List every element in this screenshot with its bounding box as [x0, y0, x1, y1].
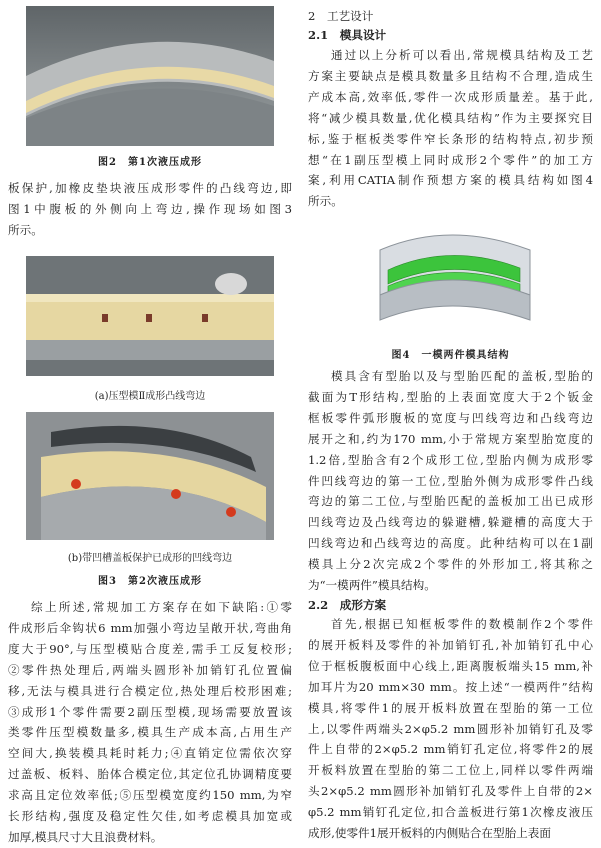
text-line: 首先,根据已知框板零件的数模制作2个零件 — [331, 617, 593, 631]
text-line: 成形,使零件1展开板料的内侧贴合在型胎上表面 — [308, 826, 551, 841]
text-line: 位于框板腹板面中心线上,距离腹板端头15 mm,补 — [308, 658, 593, 673]
right-paragraph-1 — [308, 45, 593, 212]
text-line: 所示。 — [8, 222, 43, 237]
text-line: 综上所述,常规加工方案存在如下缺陷:①零 — [31, 600, 292, 614]
text-line: 图1中腹板的外侧向上弯边,操作现场如图3 — [8, 201, 292, 216]
text-line: 空间大,换装模具耗时耗力;④直销定位需依次穿 — [8, 746, 292, 761]
text-line: 想“在1副压型模上同时成形2个零件”的加工方 — [308, 152, 593, 167]
text-line: 加耳片为20 mm×30 mm。按上述“一模两件”结构 — [308, 679, 593, 694]
text-line: 产成本高,效率低,零件一次成形质量差。基于此, — [308, 89, 593, 104]
text-line: φ5.2 mm销钉孔定位,扣合盖板进行第1次橡皮液压 — [308, 805, 593, 820]
text-line: 的展开板料及零件的补加销钉孔,补加销钉孔中心 — [308, 637, 593, 652]
section-heading-2-1: 2.1 模具设计 — [308, 28, 387, 42]
figure-2-photo — [26, 6, 274, 146]
text-line: 弯边的第二工位,与型胎匹配的盖板加工出已成形 — [308, 494, 593, 509]
text-line: 标,鉴于框板类零件窄长条形的结构特点,初步预 — [308, 131, 593, 146]
text-line: 过盖板、板料、胎体合模定位,其定位孔协调精度要 — [8, 767, 292, 782]
text-line: 移,无法与模具进行合模定位,热处理后校形困难; — [8, 683, 292, 698]
text-line: 加厚,模具尺寸大且浪费材料。 — [8, 829, 163, 844]
text-line: 展开之和,约为170 mm,小于常规方案型胎宽度的 — [308, 431, 593, 446]
text-line: 将“减少模具数量,优化模具结构”作为主要探究目 — [308, 110, 593, 125]
right-paragraph-2 — [308, 366, 593, 596]
right-paragraph-3 — [308, 614, 593, 844]
text-line: 模具上分2次完成2个零件的外形加工,将其称之 — [308, 557, 593, 572]
text-line: 上,以零件两端头2×φ5.2 mm圆形补加销钉孔及零 — [308, 721, 593, 736]
text-line: 凹线弯边和凸线弯边的高度。此种结构可以在1副 — [308, 536, 593, 551]
text-line: 凹线弯边及凸线弯边的躲避槽,躲避槽的高度大于 — [308, 515, 593, 530]
figure-3a-photo — [26, 256, 274, 376]
text-line: 1.2倍,型胎含有2个成形工位,型胎内侧为成形零 — [308, 452, 593, 467]
text-line: ②零件热处理后,两端头圆形补加销钉孔位置偏 — [8, 662, 292, 677]
text-line: 开板料放置在型胎的第二工位上,同样以零件两端 — [308, 763, 593, 778]
figure-3-caption: 图3 第2次液压成形 — [98, 576, 202, 587]
text-line: 截面为T形结构,型胎的上表面宽度大于2个钣金 — [308, 389, 593, 404]
text-line: 件成形后伞钩状6 mm加强小弯边呈敞开状,弯曲角 — [8, 620, 292, 635]
figure-4-caption: 图4 一模两件模具结构 — [391, 350, 510, 361]
text-line: 通过以上分析可以看出,常规模具结构及工艺 — [331, 48, 593, 62]
text-line: 件凹线弯边的第一工位,型胎外侧为成形零件凸线 — [308, 473, 593, 488]
text-line: 模具,将零件1的展开板料放置在型胎的第一工位 — [308, 700, 593, 715]
section-heading-2-2: 2.2 成形方案 — [308, 598, 387, 612]
left-paragraph-2 — [8, 597, 292, 848]
text-line: 为“一模两件”模具结构。 — [308, 578, 436, 593]
figure-4-cad-model — [370, 220, 540, 340]
text-line: 长形结构,强度及稳定性欠佳,如考虑模具加宽或 — [8, 809, 292, 824]
text-line: 模具含有型胎以及与型胎匹配的盖板,型胎的 — [331, 369, 593, 383]
text-line: 方案主要缺点是模具数量多且结构不合理,造成生 — [308, 68, 593, 83]
figure-3b-photo — [26, 412, 274, 540]
figure-3a-caption: (a)压型模Ⅱ成形凸线弯边 — [94, 391, 206, 402]
text-line: 框板零件弧形腹板的宽度与凹线弯边和凸线弯边 — [308, 410, 593, 425]
text-line: 案,利用CATIA制作预想方案的模具结构如图4 — [308, 173, 593, 188]
figure-3b-caption: (b)带凹槽盖板保护已成形的凹线弯边 — [67, 553, 233, 564]
section-heading-2: 2 工艺设计 — [308, 9, 374, 23]
text-line: 求高且定位效率低;⑤压型模宽度约150 mm,为窄 — [8, 788, 292, 803]
text-line: ③成形1个零件需要2副压型模,现场需要放置该 — [8, 704, 292, 719]
text-line: 件上自带的2×φ5.2 mm销钉孔定位,将零件2的展 — [308, 742, 593, 757]
text-line: 头2×φ5.2 mm圆形补加销钉孔及零件上自带的2× — [308, 784, 593, 799]
text-line: 所示。 — [308, 194, 343, 209]
text-line: 类零件压型模数量多,模具生产成本高,占用生产 — [8, 725, 292, 740]
text-line: 度大于90°,与压型模贴合度差,需手工反复校形; — [8, 641, 292, 656]
text-line: 板保护,加橡皮垫块液压成形零件的凸线弯边,即 — [8, 181, 292, 195]
figure-2-caption: 图2 第1次液压成形 — [98, 157, 202, 168]
left-paragraph-1 — [8, 178, 292, 241]
